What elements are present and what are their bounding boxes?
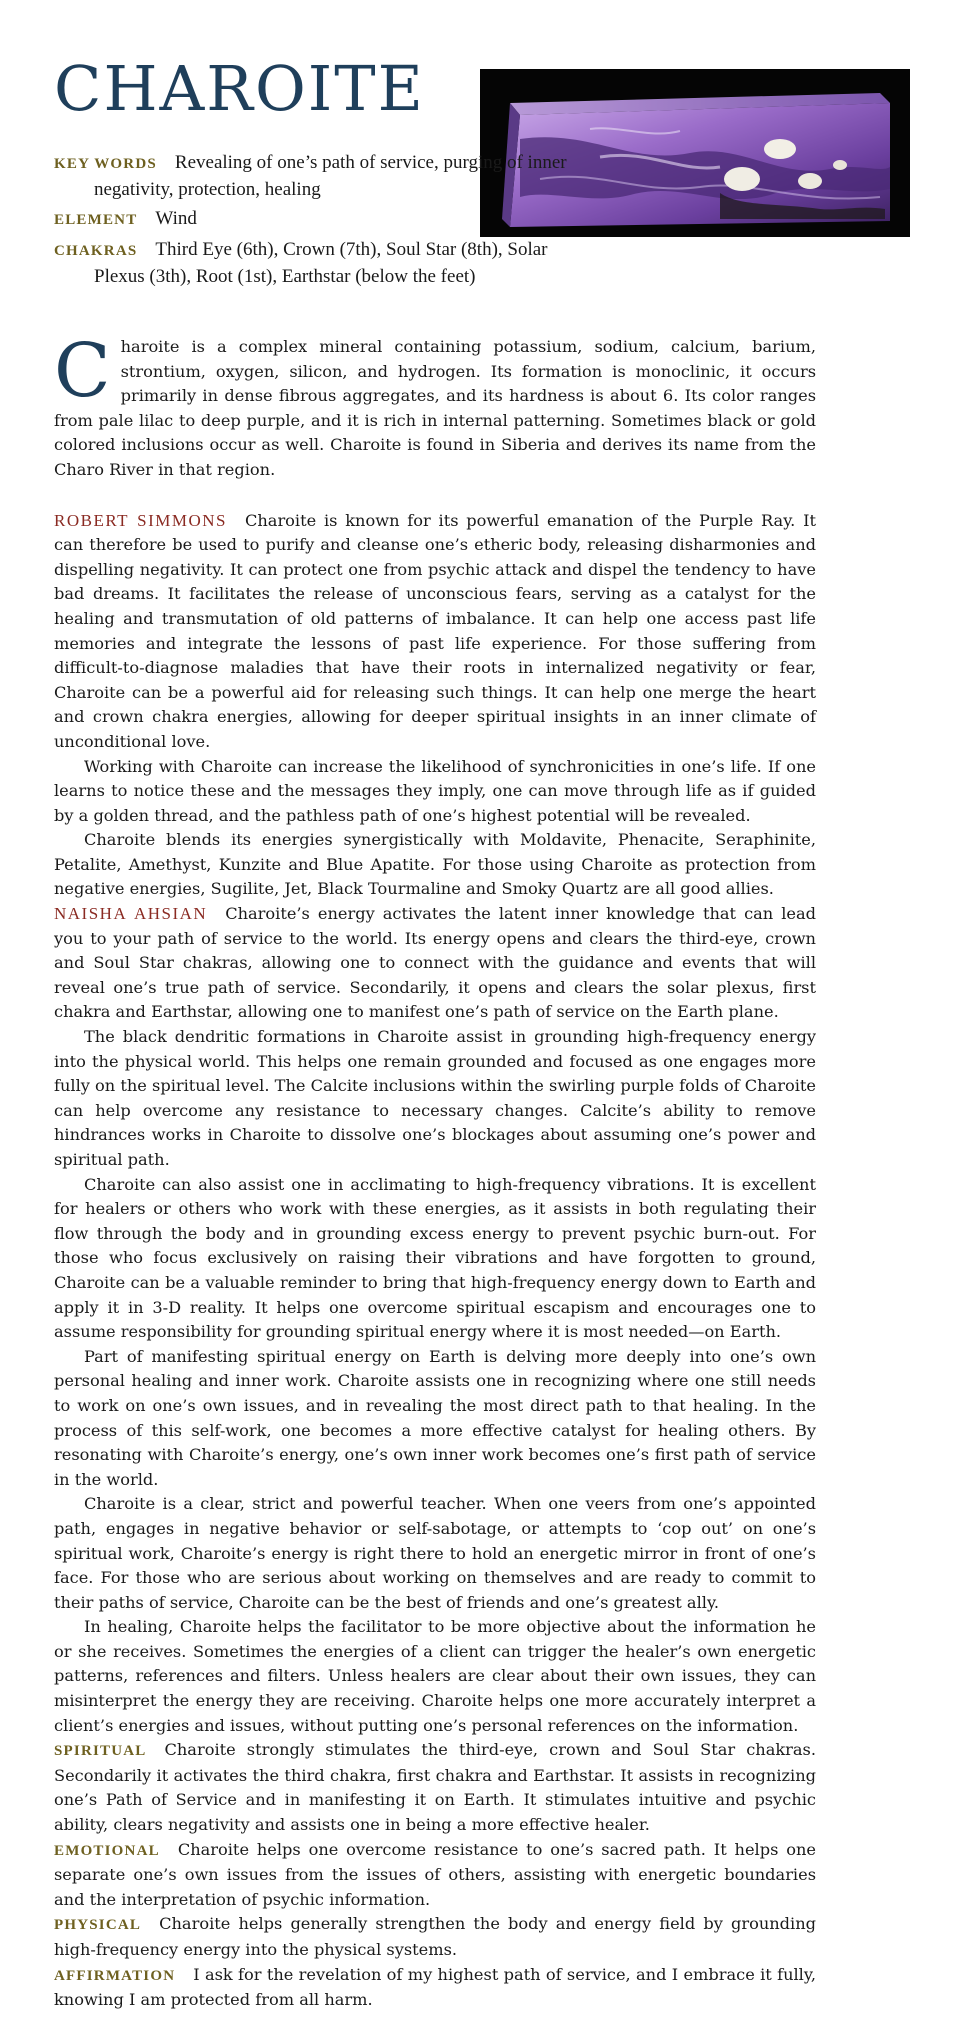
ahsian-paragraph: In healing, Charoite helps the facilitator to be more objective about the information he or she receives. Sometimes the energies of a client can trigger the healer’s own energetic patterns, references and filters. Unless healers are clear about their own issues, they can misinterpret the energy they are receiving. Charoite helps one more accurately interpret a client’s energies and issues, without putting one’s personal references on the information. <box>54 1617 816 1735</box>
physical-label: PHYSICAL <box>54 1917 142 1934</box>
ahsian-paragraph: Part of manifesting spiritual energy on Earth is delving more deeply into one’s own personal healing and inner work. Charoite assists one in recognizing where one still needs to work on one’s own issues, and in revealing the most direct path to that healing. In the process of this self-work, one becomes a more effective catalyst for healing others. By resonating with Charoite’s energy, one’s own inner work becomes one’s first path of service in the world. <box>54 1346 816 1489</box>
physical-paragraph <box>54 1912 816 1962</box>
element-row <box>54 206 574 233</box>
ahsian-paragraph <box>54 902 816 1025</box>
spiritual-paragraph <box>54 1738 816 1837</box>
affirmation-paragraph <box>54 1963 816 2013</box>
ahsian-paragraph: Charoite can also assist one in acclimating to high-frequency vibrations. It is excellent for healers or others who work with these energies, as it assists in both regulating their flow through the body and in grounding excess energy to prevent psychic burn-out. For those who focus exclusively on raising their vibrations and have forgotten to ground, Charoite can be a valuable reminder to bring that high-frequency energy down to Earth and apply it in 3-D reality. It helps one overcome spiritual escapism and encourages one to assume responsibility for grounding spiritual energy where it is most needed—on Earth. <box>54 1174 816 1342</box>
simmons-paragraph: Working with Charoite can increase the likelihood of synchronicities in one’s life. If one learns to notice these and the messages they imply, one can move through life as if guided by a golden thread, and the pathless path of one’s highest potential will be revealed. <box>54 756 816 825</box>
ahsian-text-1: Charoite’s energy activates the latent inner knowledge that can lead you to your path of service to the world. Its energy opens and clears the third-eye, crown and Soul Star chakras, allowing one to connect with the guidance and events that will reveal one’s true path of service. Secondarily, it opens and clears the solar plexus, first chakra and Earthstar, allowing one to manifest one’s path of service on the Earth plane. <box>54 904 817 1022</box>
ahsian-paragraph: The black dendritic formations in Charoite assist in grounding high-frequency energy into the physical world. This helps one remain grounded and focused as one engages more fully on the spiritual level. The Calcite inclusions within the swirling purple folds of Charoite can help overcome any resistance to necessary changes. Calcite’s ability to remove hindrances works in Charoite to dissolve one’s blockages about assuming one’s power and spiritual path. <box>54 1027 817 1169</box>
keywords-label: KEY WORDS <box>54 156 157 172</box>
affirmation-text: I ask for the revelation of my highest path of service, and I embrace it fully, knowing I am protected from all harm. <box>54 1964 816 2010</box>
article-body <box>54 328 817 2013</box>
chakras-value: Third Eye (6th), Crown (7th), Soul Star (8th), Solar Plexus (3th), Root (1st), Earthstar (below the feet) <box>94 239 548 287</box>
chakras-row <box>54 237 574 289</box>
spiritual-label: SPIRITUAL <box>54 1743 147 1760</box>
affirmation-label: AFFIRMATION <box>54 1967 176 1984</box>
intro-paragraph <box>54 328 816 483</box>
physical-text: Charoite helps generally strengthen the body and energy field by grounding high-frequency energy into the physical systems. <box>54 1914 816 1959</box>
element-label: ELEMENT <box>54 212 138 228</box>
drop-cap: C <box>54 328 111 414</box>
simmons-text-1: Charoite is known for its powerful emanation of the Purple Ray. It can therefore be used to purify and cleanse one’s etheric body, releasing disharmonies and dispelling negativity. It can protect one from psychic attack and dispel the tendency to have bad dreams. It facilitates the release of unconscious fears, serving as a catalyst for the healing and transmutation of old patterns of imbalance. It can help one access past life memories and integrate the lessons of past life experience. For those suffering from difficult-to-diagnose maladies that have their roots in internalized negativity or fear, Charoite can be a powerful aid for releasing such things. It can help one merge the heart and crown chakra energies, allowing for deeper spiritual insights in an inner climate of unconditional love. <box>54 510 817 751</box>
chakras-label: CHAKRAS <box>54 243 138 259</box>
emotional-text: Charoite helps one overcome resistance to one’s sacred path. It helps one separate one’s own issues from the issues of others, assisting with energetic boundaries and the interpretation of psychic information. <box>54 1839 816 1909</box>
ahsian-label: NAISHA AHSIAN <box>54 904 208 924</box>
simmons-paragraph: Charoite blends its energies synergistically with Moldavite, Phenacite, Seraphinite, Petalite, Amethyst, Kunzite and Blue Apatite. For those using Charoite as protection from negative energies, Sugilite, Jet, Black Tourmaline and Smoky Quartz are all good allies. <box>54 830 816 899</box>
simmons-label: ROBERT SIMMONS <box>54 510 227 530</box>
element-value: Wind <box>155 208 197 229</box>
metadata-block <box>54 150 574 293</box>
emotional-paragraph <box>54 1838 816 1913</box>
keywords-value: Revealing of one’s path of service, purging of inner negativity, protection, healing <box>94 152 567 200</box>
emotional-label: EMOTIONAL <box>54 1842 160 1859</box>
spiritual-text: Charoite strongly stimulates the third-eye, crown and Soul Star chakras. Secondarily it activates the third chakra, first chakra and Earthstar. It assists in recognizing one’s Path of Service and in manifesting it on Earth. It stimulates intuitive and psychic ability, clears negativity and assists one in being a more effective healer. <box>54 1740 816 1835</box>
intro-text: haroite is a complex mineral containing potassium, sodium, calcium, barium, strontium, oxygen, silicon, and hydrogen. Its formation is monoclinic, it occurs primarily in dense fibrous aggregates, and its hardness is about 6. Its color ranges from pale lilac to deep purple, and it is rich in internal patterning. Sometimes black or gold colored inclusions occur as well. Charoite is found in Siberia and derives its name from the Charo River in that region. <box>54 337 816 479</box>
keywords-row <box>54 150 574 202</box>
simmons-paragraph <box>54 509 816 755</box>
page-title: CHAROITE <box>54 52 425 125</box>
ahsian-paragraph: Charoite is a clear, strict and powerful teacher. When one veers from one’s appointed path, engages in negative behavior or self-sabotage, or attempts to ‘cop out’ on one’s spiritual work, Charoite’s energy is right there to hold an energetic mirror in front of one’s face. For those who are serious about working on themselves and are ready to commit to their paths of service, Charoite can be the best of friends and one’s greatest ally. <box>54 1494 816 1612</box>
